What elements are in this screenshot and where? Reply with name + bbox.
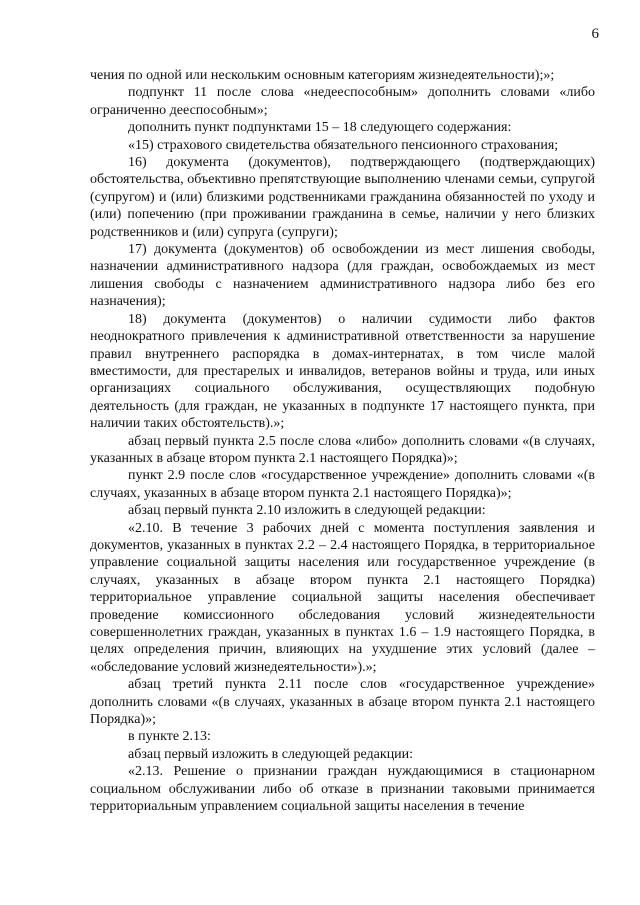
paragraph: абзац первый пункта 2.5 после слова «либо» дополнить словами «(в случаях, указанных в абзаце втором пункта 2.1 настоящего Порядка)»;: [90, 433, 595, 466]
paragraph: абзац первый пункта 2.10 изложить в следующей редакции:: [128, 503, 486, 519]
paragraph: пункт 2.9 после слов «государственное учреждение» дополнить словами «(в случаях, указанных в абзаце втором пункта 2.1 настоящего Порядка)»;: [90, 468, 595, 501]
paragraph: «15) страхового свидетельства обязательного пенсионного страхования;: [128, 137, 559, 153]
paragraph: 17) документа (документов) об освобождении из мест лишения свободы, назначении административного надзора (для граждан, освобождаемых из мест лишения свободы с назначением административного надзора либо без его назначения);: [90, 242, 595, 310]
paragraph: «2.10. В течение 3 рабочих дней с момента поступления заявления и документов, указанных в пунктах 2.2 – 2.4 настоящего Порядка, в территориальное управление социальной защиты населения или государственное учреждение (в случаях, указанных в абзаце втором пункта 2.1 настоящего Порядка) территориальное управление социальной защиты населения обеспечивает проведение комиссионного обследования условий жизнедеятельности совершеннолетних граждан, указанных в пунктах 1.6 – 1.9 настоящего Порядка, в целях определения причин, влияющих на ухудшение этих условий (далее – «обследование условий жизнедеятельности»).»;: [90, 520, 595, 675]
paragraph: абзац первый изложить в следующей редакции:: [128, 746, 414, 762]
paragraph: «2.13. Решение о признании граждан нуждающимися в стационарном социальном обслуживании либо об отказе в признании таковыми принимается территориальным управлением социальной защиты населения в течение: [90, 764, 595, 815]
paragraph: 16) документа (документов), подтверждающего (подтверждающих) обстоятельства, объективно препятствующие выполнению членами семьи, супругой (супругом) и (или) близкими родственниками гражданина обязанностей по уходу и (или) попечению (при проживании гражданина в семье, наличии у него близких родственников и (или) супруга (супруги);: [90, 155, 595, 240]
paragraph: в пункте 2.13:: [128, 729, 211, 745]
paragraph: абзац третий пункта 2.11 после слов «государственное учреждение» дополнить словами «(в случаях, указанных в абзаце втором пункта 2.1 настоящего Порядка)»;: [90, 677, 595, 728]
paragraph: дополнить пункт подпунктами 15 – 18 следующего содержания:: [128, 120, 512, 136]
paragraph: чения по одной или нескольким основным категориям жизнедеятельности);»;: [90, 68, 555, 83]
page-number: 6: [591, 26, 599, 42]
paragraph: подпункт 11 после слова «недееспособным» дополнить словами «либо ограниченно дееспособным»;: [90, 85, 595, 118]
paragraph: 18) документа (документов) о наличии судимости либо фактов неоднократного привлечения к административной ответственности за нарушение правил внутреннего распорядка в домах-интернатах, в том числе малой вместимости, для престарелых и инвалидов, ветеранов войны и труда, или иных организациях социального обслуживания, осуществляющих подобную деятельность (для граждан, не указанных в подпункте 17 настоящего пункта, при наличии таких обстоятельств).»;: [90, 311, 595, 432]
document-body: [90, 67, 595, 815]
